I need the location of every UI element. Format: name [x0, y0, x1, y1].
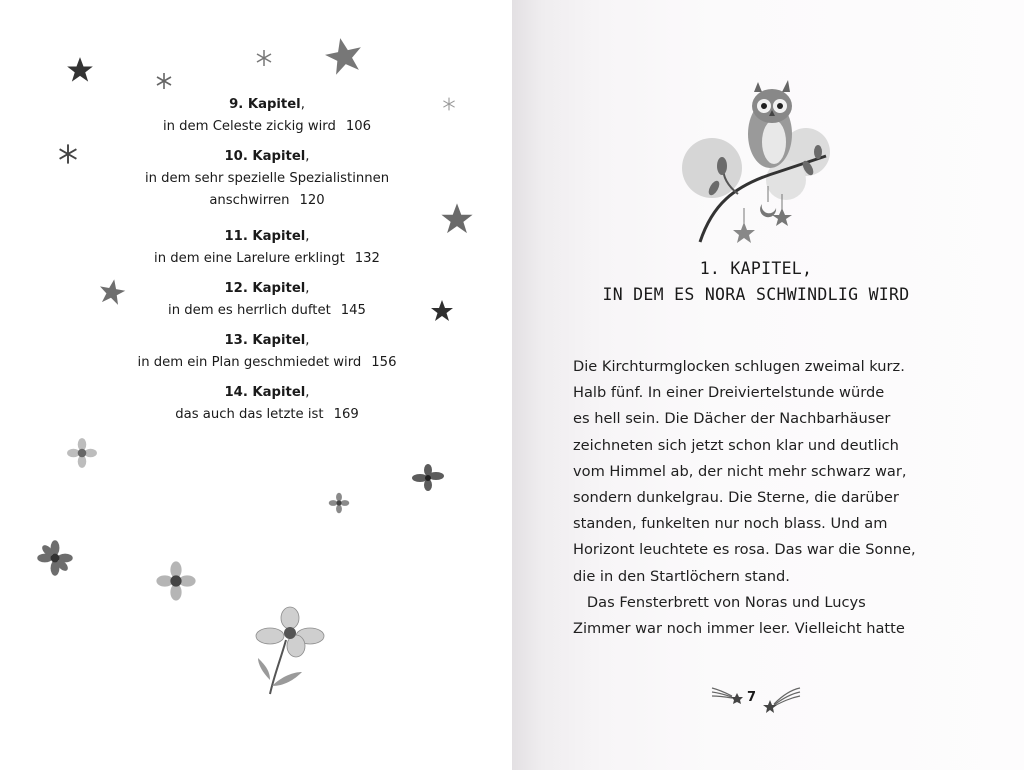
toc-line: in dem eine Larelure erklingt [154, 251, 345, 266]
toc-page: 156 [371, 355, 397, 370]
toc-page: 169 [333, 407, 359, 422]
toc-title: 13. Kapitel [224, 333, 306, 348]
toc-entry: 13. Kapitel, in dem ein Plan geschmiedet wird 156 [137, 333, 397, 370]
text-line: zeichneten sich jetzt schon klar und deutlich [573, 436, 899, 454]
shooting-star-icon [762, 684, 802, 714]
text-line: standen, funkelten nur noch blass. Und am [573, 515, 888, 533]
toc-page: 132 [354, 251, 380, 266]
toc-title: 12. Kapitel [224, 281, 306, 296]
text-line: sondern dunkelgrau. Die Sterne, die darüber [573, 489, 899, 507]
toc-title: 9. Kapitel [229, 97, 301, 112]
chapter-title: IN DEM ES NORA SCHWINDLIG WIRD [602, 285, 910, 304]
table-of-contents [112, 94, 422, 434]
text-line: Die Kirchturmglocken schlugen zweimal kurz. [573, 358, 905, 375]
sparkle-icon [154, 71, 174, 91]
flower-icon [155, 560, 197, 602]
right-page [512, 0, 1024, 770]
sparkle-icon [441, 96, 457, 112]
chapter-number: 1. KAPITEL, [699, 259, 813, 278]
toc-line: das auch das letzte ist [175, 407, 324, 422]
page-number: 7 [747, 690, 757, 705]
toc-line: anschwirren [209, 193, 290, 208]
toc-entry: 10. Kapitel, in dem sehr spezielle Spezialistinnen anschwirren 120 [112, 146, 422, 212]
toc-title: 14. Kapitel [224, 385, 306, 400]
toc-line: in dem Celeste zickig wird [162, 119, 336, 134]
text-line: Horizont leuchtete es rosa. Das war die Sonne, [573, 541, 916, 559]
flower-icon [36, 539, 74, 577]
sparkle-icon [254, 48, 274, 68]
toc-entry: 9. Kapitel, in dem Celeste zickig wird 106 [162, 97, 372, 134]
toc-page: 106 [345, 119, 372, 134]
text-line: es hell sein. Die Dächer der Nachbarhäuser [573, 410, 891, 428]
toc-entry: 12. Kapitel, in dem es herrlich duftet 145 [168, 281, 366, 318]
star-icon [66, 56, 94, 84]
toc-line: in dem es herrlich duftet [168, 303, 331, 318]
sparkle-icon [56, 142, 80, 166]
owl-illustration [678, 76, 836, 246]
toc-title: 11. Kapitel [224, 229, 306, 244]
toc-page: 120 [299, 193, 325, 208]
text-line: Das Fensterbrett von Noras und Lucys [573, 593, 866, 611]
toc-line: in dem sehr spezielle Spezialistinnen [144, 171, 390, 186]
flower-icon [410, 464, 446, 492]
toc-title: 10. Kapitel [224, 149, 306, 164]
text-line: vom Himmel ab, der nicht mehr schwarz war, [573, 462, 907, 480]
toc-entry: 14. Kapitel, das auch das letzte ist 169 [175, 385, 359, 422]
star-icon [430, 299, 454, 323]
toc-line: in dem ein Plan geschmiedet wird [137, 355, 362, 370]
star-icon [440, 202, 474, 236]
flower-icon [328, 492, 350, 514]
star-icon [98, 278, 126, 306]
body-text [573, 354, 973, 642]
text-line: Halb fünf. In einer Dreiviertelstunde würde [573, 384, 885, 402]
shooting-star-icon [710, 684, 744, 706]
star-icon [324, 36, 364, 76]
toc-entry: 11. Kapitel, in dem eine Larelure erklingt 132 [154, 229, 380, 266]
toc-page: 145 [340, 303, 366, 318]
chapter-heading [560, 256, 952, 308]
text-line: die in den Startlöchern stand. [573, 567, 790, 585]
flower-icon [66, 437, 98, 469]
flower-icon [250, 606, 328, 698]
text-line: Zimmer war noch immer leer. Vielleicht hatte [573, 620, 905, 638]
